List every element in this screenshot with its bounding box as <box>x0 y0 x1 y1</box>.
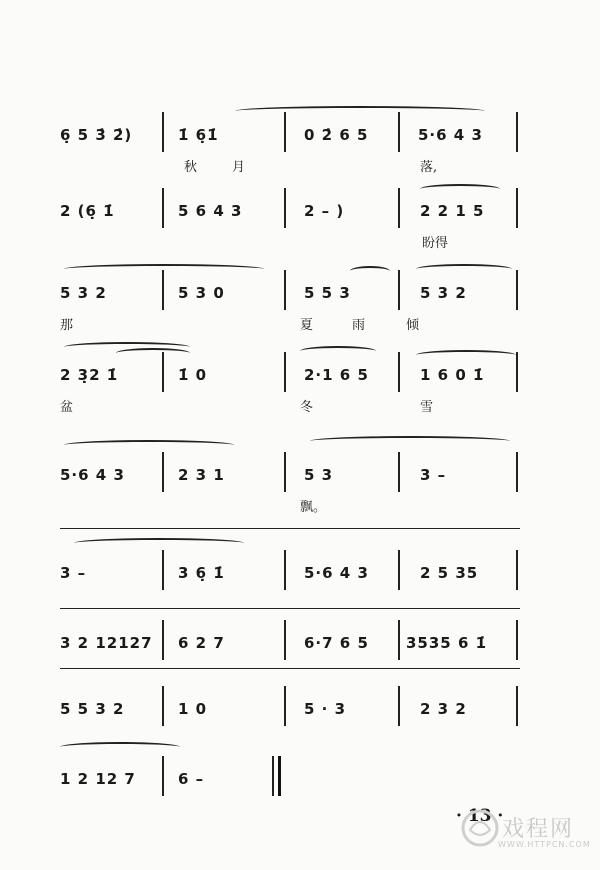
measure: 2 5 35 <box>420 564 479 582</box>
bar-line <box>162 620 164 660</box>
bar-line <box>398 452 400 492</box>
watermark-logo-icon <box>460 808 500 848</box>
measure: 2 (6̣ 1̇ <box>60 202 115 220</box>
lyric: 夏 <box>300 318 314 333</box>
measure: 6·7 6 5 <box>304 634 369 652</box>
score-line-9 <box>60 756 520 816</box>
measure: 5·6 4 3 <box>418 126 483 144</box>
bar-line <box>516 352 518 392</box>
bar-line <box>272 756 274 796</box>
bar-line <box>516 550 518 590</box>
lyric: 飘。 <box>300 500 327 515</box>
bar-line <box>516 620 518 660</box>
measure: 5 3 <box>304 466 334 484</box>
divider <box>60 528 520 529</box>
measure: 1 2 12 7 <box>60 770 136 788</box>
bar-line <box>284 188 286 228</box>
bar-line <box>398 550 400 590</box>
score-line-4 <box>60 352 520 415</box>
bar-line <box>162 112 164 152</box>
measure: 6̣ 5 3̇ 2̇) <box>60 126 133 144</box>
bar-line <box>398 112 400 152</box>
score-line-3 <box>60 270 520 333</box>
bar-line <box>516 686 518 726</box>
measure: 3 – <box>60 564 87 582</box>
measure: 1 6 0 1̇ <box>420 366 485 384</box>
bar-line <box>284 452 286 492</box>
bar-line <box>284 550 286 590</box>
bar-line <box>398 270 400 310</box>
bar-line <box>398 686 400 726</box>
bar-line <box>284 620 286 660</box>
bar-line <box>516 112 518 152</box>
measure: 1̇ 0 <box>178 366 208 384</box>
lyric: 落, <box>420 160 438 175</box>
lyric: 盼得 <box>422 236 449 251</box>
lyric: 雪 <box>420 400 434 415</box>
bar-line <box>162 756 164 796</box>
measure: 2 3̣2 1̇ <box>60 366 119 384</box>
score-line-6 <box>60 550 520 610</box>
score-line-8 <box>60 686 520 746</box>
measure: 2·1 6 5 <box>304 366 369 384</box>
score-line-7 <box>60 620 520 680</box>
score-line-5 <box>60 452 520 515</box>
measure: 2 3 1 <box>178 466 225 484</box>
measure: 5·6 4 3 <box>60 466 125 484</box>
bar-line <box>162 550 164 590</box>
measure: 1 0 <box>178 700 208 718</box>
measure: 3535 6 1̇ <box>406 634 488 652</box>
bar-line <box>398 620 400 660</box>
measure: 2 – ) <box>304 202 345 220</box>
measure: 5·6 4 3 <box>304 564 369 582</box>
watermark <box>458 806 591 856</box>
watermark-text: 戏程网 <box>502 817 575 842</box>
bar-line <box>398 352 400 392</box>
lyric: 秋 <box>184 160 198 175</box>
lyric: 那 <box>60 318 74 333</box>
measure: 6 2 7 <box>178 634 225 652</box>
bar-line <box>162 270 164 310</box>
bar-line <box>284 686 286 726</box>
score-line-2 <box>60 188 520 251</box>
watermark-url: WWW.HTTPCN.COM <box>498 840 591 849</box>
measure: 5 3 2 <box>420 284 467 302</box>
measure: 5 6 4 3 <box>178 202 243 220</box>
bar-line <box>284 352 286 392</box>
lyric: 倾 <box>406 318 420 333</box>
measure: 5 3 0 <box>178 284 225 302</box>
score-line-1 <box>60 112 520 175</box>
measure: 3 2 12127 <box>60 634 153 652</box>
measure: 5 5 3 2 <box>60 700 125 718</box>
measure: 3 – <box>420 466 447 484</box>
bar-line <box>516 188 518 228</box>
measure: 5 5 3 <box>304 284 351 302</box>
bar-line <box>398 188 400 228</box>
measure: 6 – <box>178 770 205 788</box>
bar-line <box>516 270 518 310</box>
bar-line <box>284 112 286 152</box>
lyric: 盆 <box>60 400 74 415</box>
bar-line <box>162 188 164 228</box>
measure: 1̇ 6̣1̇ <box>178 126 219 144</box>
bar-line <box>284 270 286 310</box>
measure: 5 3 2 <box>60 284 107 302</box>
page-number: · 13 · <box>456 806 504 826</box>
measure: 2 3 2 <box>420 700 467 718</box>
lyric: 雨 <box>352 318 366 333</box>
measure: 3 6̣ 1̇ <box>178 564 225 582</box>
measure: 2 2 1 5 <box>420 202 485 220</box>
bar-line <box>162 686 164 726</box>
final-bar-line <box>278 756 281 796</box>
measure: 0 2̇ 6 5 <box>304 126 369 144</box>
measure: 5 · 3 <box>304 700 347 718</box>
lyric: 月 <box>232 160 246 175</box>
divider <box>60 668 520 669</box>
bar-line <box>162 452 164 492</box>
lyric: 冬 <box>300 400 314 415</box>
bar-line <box>162 352 164 392</box>
bar-line <box>516 452 518 492</box>
divider <box>60 608 520 609</box>
